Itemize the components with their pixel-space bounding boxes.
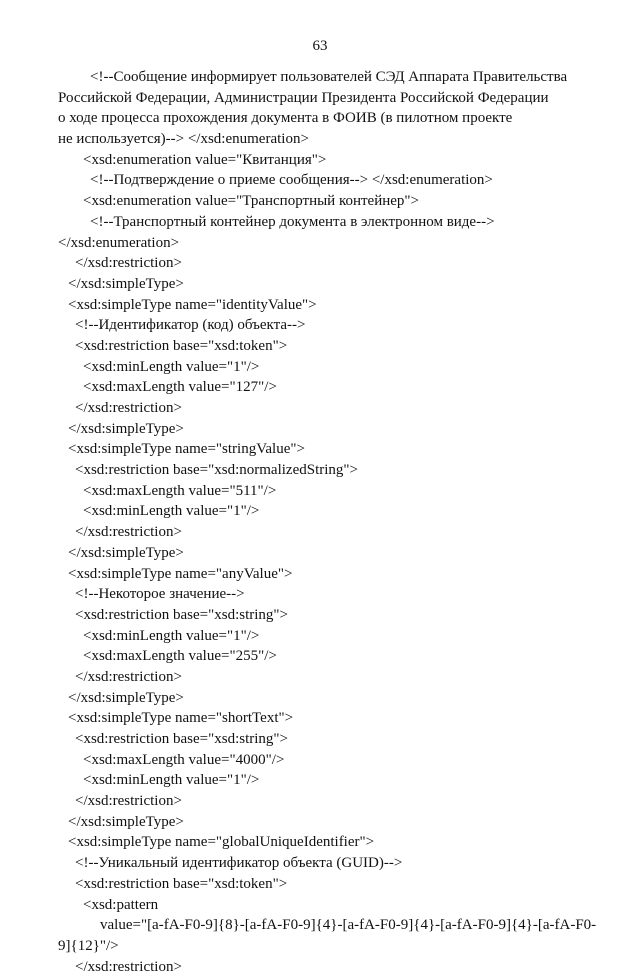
code-line: </xsd:simpleType>: [68, 544, 184, 561]
code-line: value="[a-fA-F0-9]{8}-[a-fA-F0-9]{4}-[a-fA-F0-9]{4}-[a-fA-F0-9]{4}-[a-fA-F0-: [100, 917, 597, 934]
code-line: о ходе процесса прохождения документа в ФОИВ (в пилотном проекте: [58, 110, 513, 127]
code-line: <xsd:restriction base="xsd:string">: [75, 731, 289, 747]
code-line: </xsd:restriction>: [75, 255, 182, 272]
code-line: <xsd:restriction base="xsd:normalizedString">: [75, 462, 358, 479]
code-line: <xsd:minLength value="1"/>: [83, 358, 260, 375]
code-line: <xsd:simpleType name="identityValue">: [68, 296, 317, 313]
code-line: </xsd:simpleType>: [68, 420, 184, 437]
code-line: <xsd:simpleType name="anyValue">: [68, 565, 293, 582]
code-line: </xsd:restriction>: [75, 958, 182, 975]
code-line: <xsd:minLength value="1"/>: [83, 772, 260, 789]
code-line: <!--Транспортный контейнер документа в электронном виде-->: [90, 213, 495, 230]
code-line: <xsd:enumeration value="Квитанция">: [83, 151, 327, 168]
code-line: <xsd:enumeration value="Транспортный контейнер">: [83, 193, 420, 210]
xsd-code-listing: [58, 67, 618, 977]
code-line: <!--Некоторое значение-->: [75, 586, 245, 603]
code-line: Российской Федерации, Администрации Президента Российской Федерации: [58, 89, 549, 106]
code-line: 9]{12}"/>: [58, 937, 119, 954]
code-line: <xsd:restriction base="xsd:string">: [75, 606, 289, 623]
code-line: <xsd:maxLength value="511"/>: [83, 482, 277, 499]
code-line: <!--Подтверждение о приеме сообщения--> </xsd:enumeration>: [90, 172, 493, 189]
code-line: <xsd:simpleType name="shortText">: [68, 710, 294, 727]
code-line: </xsd:restriction>: [75, 668, 182, 685]
code-line: <xsd:simpleType name="globalUniqueIdentifier">: [68, 834, 375, 851]
code-line: <xsd:maxLength value="255"/>: [83, 648, 277, 665]
code-line: <xsd:restriction base="xsd:token">: [75, 337, 288, 354]
code-line: </xsd:simpleType>: [68, 813, 184, 830]
code-line: <xsd:maxLength value="127"/>: [83, 379, 277, 396]
code-line: <xsd:minLength value="1"/>: [83, 503, 260, 520]
code-line: <xsd:maxLength value="4000"/>: [83, 751, 285, 768]
code-line: </xsd:enumeration>: [58, 234, 180, 251]
code-line: </xsd:restriction>: [75, 400, 182, 416]
code-line: <!--Идентификатор (код) объекта-->: [75, 317, 306, 334]
code-line: <!--Сообщение информирует пользователей СЭД Аппарата Правительства: [90, 69, 568, 85]
code-line: <xsd:minLength value="1"/>: [83, 627, 260, 644]
code-line: <!--Уникальный идентификатор объекта (GUID)-->: [75, 855, 403, 872]
code-line: </xsd:simpleType>: [68, 275, 184, 292]
code-line: </xsd:simpleType>: [68, 689, 184, 706]
code-line: не используется)--> </xsd:enumeration>: [58, 131, 309, 148]
code-line: </xsd:restriction>: [75, 793, 182, 810]
code-line: <xsd:pattern: [83, 896, 159, 913]
code-line: <xsd:simpleType name="stringValue">: [68, 441, 305, 458]
code-line: </xsd:restriction>: [75, 524, 182, 541]
code-line: <xsd:restriction base="xsd:token">: [75, 875, 288, 892]
page-number: 63: [312, 38, 328, 54]
